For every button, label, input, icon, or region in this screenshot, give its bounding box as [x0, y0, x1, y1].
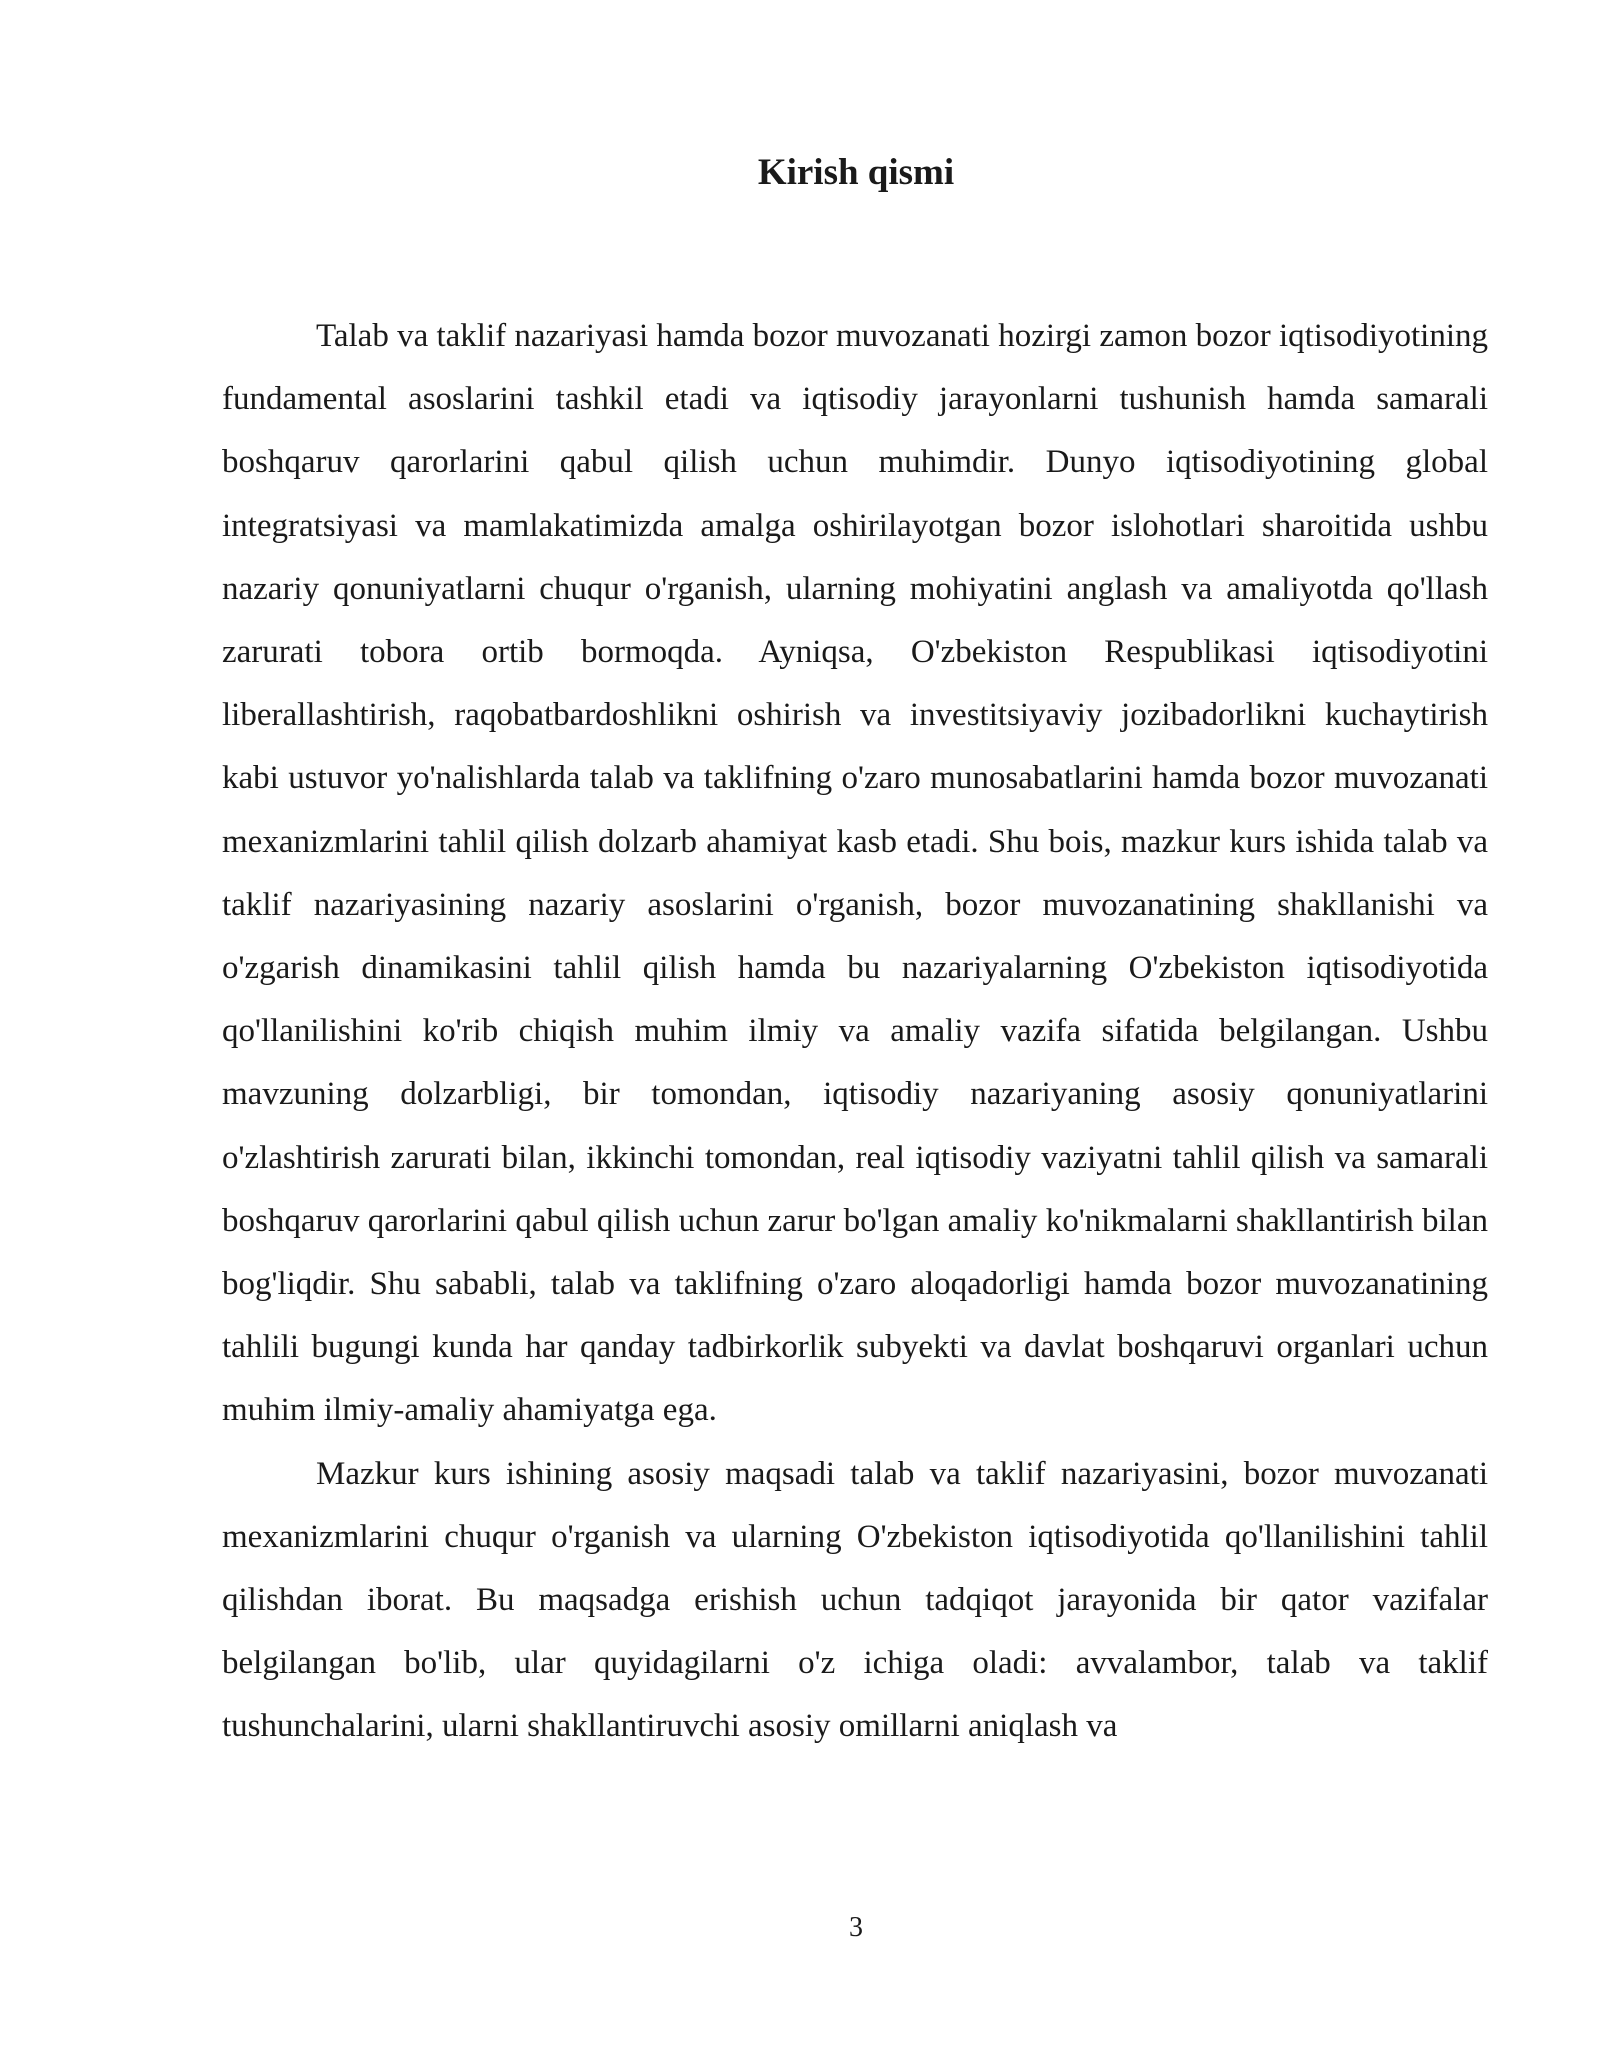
- page-number: 3: [849, 1912, 863, 1943]
- page-title: Kirish qismi: [757, 152, 955, 193]
- paragraph-1: Talab va taklif nazariyasi hamda bozor muvozanati hozirgi zamon bozor iqtisodiyotining fundamental asoslarini tashkil etadi va iqtisodiy jarayonlarni tushunish hamda samarali boshqaruv qarorlarini qabul qilish uchun muhimdir. Dunyo iqtisodiyotining global integratsiyasi va mamlakatimizda amalga oshirilayotgan bozor islohotlari sharoitida ushbu nazariy qonuniyatlarni chuqur o'rganish, ularning mohiyatini anglash va amaliyotda qo'llash zarurati tobora ortib bormoqda. Ayniqsa, O'zbekiston Respublikasi iqtisodiyotini liberallashtirish, raqobatbardoshlikni oshirish va investitsiyaviy jozibadorlikni kuchaytirish kabi ustuvor yo'nalishlarda talab va taklifning o'zaro munosabatlarini hamda bozor muvozanati mexanizmlarini tahlil qilish dolzarb ahamiyat kasb etadi. Shu bois, mazkur kurs ishida talab va taklif nazariyasining nazariy asoslarini o'rganish, bozor muvozanatining shakllanishi va o'zgarish dinamikasini tahlil qilish hamda bu nazariyalarning O'zbekiston iqtisodiyotida qo'llanilishini ko'rib chiqish muhim ilmiy va amaliy vazifa sifatida belgilangan. Ushbu mavzuning dolzarbligi, bir tomondan, iqtisodiy nazariyaning asosiy qonuniyatlarini o'zlashtirish zarurati bilan, ikkinchi tomondan, real iqtisodiy vaziyatni tahlil qilish va samarali boshqaruv qarorlarini qabul qilish uchun zarur bo'lgan amaliy ko'nikmalarni shakllantirish bilan bog'liqdir. Shu sababli, talab va taklifning o'zaro aloqadorligi hamda bozor muvozanatining tahlili bugungi kunda har qanday tadbirkorlik subyekti va davlat boshqaruvi organlari uchun muhim ilmiy-amaliy ahamiyatga ega.: [222, 318, 1488, 1429]
- paragraph-2: Mazkur kurs ishining asosiy maqsadi talab va taklif nazariyasini, bozor muvozanati mexanizmlarini chuqur o'rganish va ularning O'zbekiston iqtisodiyotida qo'llanilishini tahlil qilishdan iborat. Bu maqsadga erishish uchun tadqiqot jarayonida bir qator vazifalar belgilangan bo'lib, ular quyidagilarni o'z ichiga oladi: avvalambor, talab va taklif tushunchalarini, ularni shakllantiruvchi asosiy omillarni aniqlash va: [222, 1455, 1488, 1745]
- body-text: [222, 305, 1488, 1759]
